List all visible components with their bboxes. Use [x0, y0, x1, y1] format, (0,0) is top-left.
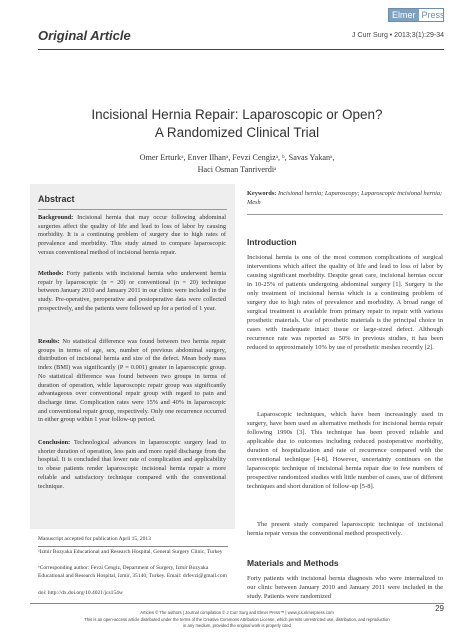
introduction-paragraph-1: [247, 253, 443, 352]
conclusion-label: Conclusion:: [38, 439, 71, 446]
methods-p1-text: Forty patients with incisional hernia diagnosis who were internalized to our clinic between January 2010 and January 2011 were included in the study. Patients were randomized: [247, 575, 443, 600]
keywords: [247, 190, 443, 207]
footer-license: This is an open-access article distributed under the terms of the Creative Commons Attribution License, which permits unrestricted use, distribution, and reproduction: [84, 617, 390, 622]
introduction-heading: Introduction: [247, 237, 297, 247]
introduction-p2-text: Laparoscopic techniques, which have been increasingly used in surgery, have been used as alternative methods for incisional hernia repair following 1990s [3]. This technique has been proved reliable and applicable due to outcomes including reduced postoperative morbidity, duration of hospitalization and rate of recurrence compared with the conventional technique [4-8]. However, uncertainty continues on the laparoscopic technique of incisional hernia repair due to few numbers of prospective randomized studies with little number of cases, use of different techniques and short duration of follow-up [5-8].: [247, 411, 443, 490]
introduction-paragraph-3: [247, 520, 443, 538]
doi-link[interactable]: doi: http://dx.doi.org/10.4021/jcs154w: [38, 590, 123, 596]
section-label: Original Article: [38, 28, 131, 43]
methods-heading: Materials and Methods: [247, 558, 339, 568]
publisher-logo-right: Press: [421, 10, 445, 20]
introduction-paragraph-2: [247, 410, 443, 491]
footer-copyright: Articles © The authors | Journal compilation © J Curr Surg and Elmer Press™ | www.jcs.elmerpress.com: [140, 610, 334, 615]
keywords-divider: [247, 214, 443, 215]
manuscript-accepted: Manuscript accepted for publication April 15, 2013: [38, 536, 151, 542]
title-line-2: A Randomized Clinical Trial: [154, 125, 320, 140]
introduction-p1-text: Incisional hernia is one of the most common complications of surgical interventions which affect the quality of life and lead to loss of labor by causing significant morbidity. Despite great care, incisional hernias occur in 10-25% of patients undergoing abdominal surgery [1]. Surgery is the only treatment of incisional hernia which is a continuing problem of surgery due to high rates of prevalence and morbidity. A broad range of surgical treatment is available from primary repair to repair with various prosthetic materials. Use of prosthetic materials is the principal choice in cases with inadequate intact tissue or large-sized defect. Although recurrence rate was reported as 50% in previous studies, it has been reduced to approximately 10% by use of prosthetic meshes recently [2].: [247, 254, 443, 351]
methods-paragraph-1: [247, 574, 443, 601]
abstract-conclusion: [38, 439, 226, 491]
page-number: 29: [435, 604, 444, 613]
title-line-1: Incisional Hernia Repair: Laparoscopic or Open?: [91, 107, 383, 122]
methods-text: Forty patients with incisional hernia who underwent hernia repair by laparoscopic (n = 20) or conventional (n = 20) technique between January 2010 and January 2011 in our clinic were included in the study. Pre-operative, peroperative and postoperative data were collected prospectively, and the patients were followed up for a period of 1 year.: [38, 270, 226, 312]
abstract-background: [38, 214, 226, 258]
abstract-divider: [38, 209, 227, 210]
author-list: [40, 152, 434, 176]
results-label: Results:: [38, 338, 60, 345]
methods-label: Methods:: [38, 270, 64, 277]
background-label: Background:: [38, 214, 74, 221]
article-title: [40, 106, 434, 142]
keywords-label: Keywords:: [247, 190, 277, 197]
introduction-p3-text: The present study compared laparoscopic technique of incisional hernia repair versus the conventional method prospectively.: [247, 521, 443, 537]
footer-license-cont: in any medium, provided the original work is properly cited: [183, 623, 291, 628]
keywords-text: Incisional hernia; Laparoscopy; Laparoscopic incisional hernia; Mesh: [247, 190, 443, 206]
authors-line-2: Haci Osman Tanriverdiᵃ: [197, 165, 277, 174]
notes-divider: [38, 546, 228, 547]
header-divider: [38, 49, 444, 50]
affiliation-a: ᵃIzmir Bozyaka Educational and Research Hospital, General Surgery Clinic, Turkey: [38, 549, 223, 555]
abstract-box: [30, 184, 235, 529]
abstract-heading: Abstract: [38, 194, 75, 204]
journal-citation: J Curr Surg • 2013;3(1):29-34: [352, 32, 444, 39]
footer-divider: [30, 603, 444, 604]
results-text: No statistical difference was found between two hernia repair groups in terms of age, sex, number of previous abdominal surgery, distribution of incisional hernia and size of the defect. Mean body mass index (BMI) was significantly (P = 0.001) greater in laparoscopic group. No statistical difference was found between two groups in terms of duration of operation, while laparoscopic repair group was significantly advantageous over conventional repair group with regard to pain and discharge time. Complication rates were 15% and 40% in laparoscopic and conventional repair group, respectively. Only one recurrence occurred in either group within 1 year follow-up period.: [38, 338, 226, 424]
publisher-logo: [388, 8, 444, 22]
conclusion-text: Technological advances in laparoscopic surgery lead to shorter duration of operation, less pain and more rapid discharge from the hospital. It is concluded that lower rate of complication and applicability to obese patients render laparoscopic incisional hernia repair a more reliable and satisfactory technique compared with the conventional technique.: [38, 439, 226, 490]
background-text: Incisional hernia that may occur following abdominal surgeries affect the quality of life and lead to loss of labor by causing morbidity. It is a continuing problem of surgery due to high rates of prevalence and morbidity. This study aimed to compare laparoscopic versus conventional method of incisional hernia repair.: [38, 214, 226, 256]
affiliation-b: ᵇCorresponding author: Fevzi Cengiz, Department of Surgery, Izmir Bozyaka Educational and Research Hospital, Izmir, 35140, Turkey. Email: drfevzi@gmail.com: [38, 565, 227, 579]
authors-line-1: Omer Erturkᵃ, Enver Ilhanᵃ, Fevzi Cengizᵃ, ᵇ, Savas Yakanᵃ,: [139, 153, 335, 162]
publisher-logo-left: Elmer: [389, 9, 419, 21]
abstract-methods: [38, 270, 226, 314]
abstract-results: [38, 338, 226, 425]
